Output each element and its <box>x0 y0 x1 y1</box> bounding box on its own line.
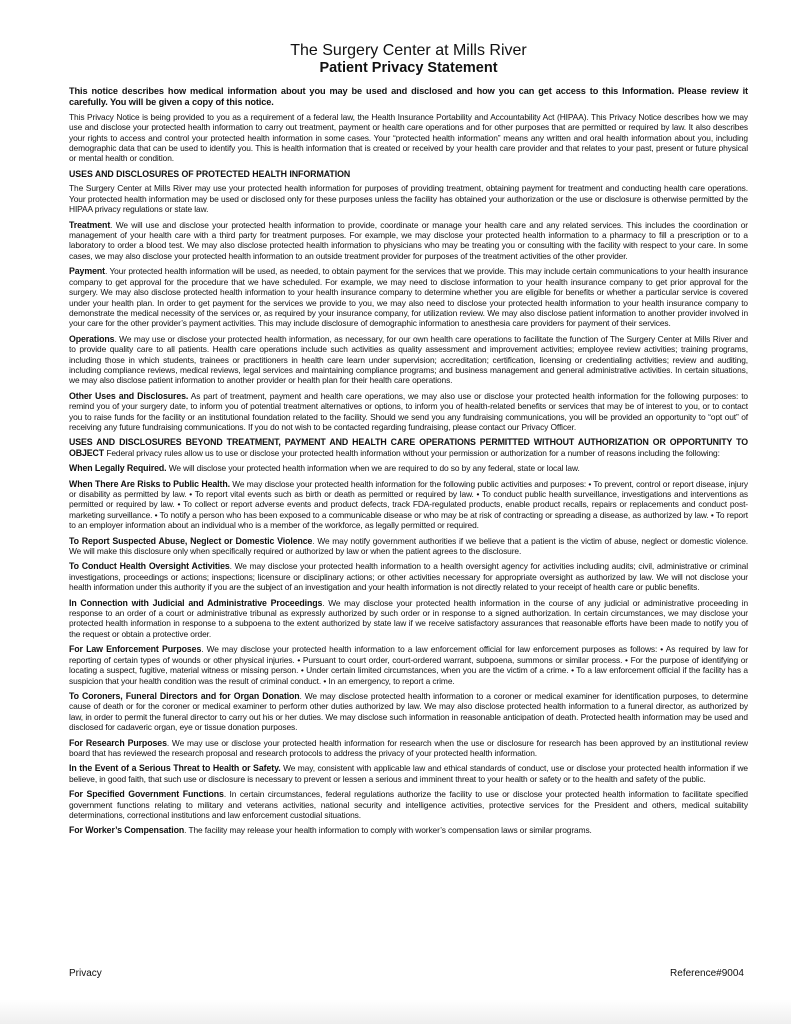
law-enforcement-paragraph <box>69 644 748 686</box>
law-enforcement-label: For Law Enforcement Purposes <box>69 644 202 655</box>
treatment-paragraph <box>69 220 748 262</box>
coroners-paragraph <box>69 691 748 733</box>
workers-comp-text: . The facility may release your health information to comply with worker’s compensation laws or similar programs. <box>184 825 592 836</box>
legally-required-paragraph <box>69 463 748 473</box>
oversight-label: To Conduct Health Oversight Activities <box>69 561 230 572</box>
threat-label: In the Event of a Serious Threat to Health or Safety. <box>69 763 281 774</box>
section-heading-beyond: USES AND DISCLOSURES BEYOND TREATMENT, PAYMENT AND HEALTH CARE OPERATIONS PERMITTED WITHOUT AUTHORIZATION OR OPPORTUNITY TO OBJECT <box>69 437 748 458</box>
coroners-text: . We may disclose protected health information to a coroner or medical examiner for identification purposes, to determine cause of death or for the coroner or medical examiner to perform other duties authorized by law. We may also disclose protected health information to a funeral director, as authorized by law, in order to permit the funeral director to carry out his or her duties. We may disclose such information in reasonable anticipation of death. Protected health information may be used and disclosed for cadaveric organ, eye or tissue donation purposes. <box>69 690 748 733</box>
threat-paragraph <box>69 763 748 784</box>
judicial-paragraph <box>69 598 748 640</box>
research-text: . We may use or disclose your protected health information for research when the use or disclosure for research has been approved by an institutional review board that has reviewed the research proposal and research protocols to address the privacy of your protected health information. <box>69 737 748 758</box>
other-uses-text: As part of treatment, payment and health care operations, we may also use or disclose your protected health information for the following purposes: to remind you of your surgery date, to inform you of potential treatment alternatives or options, to inform you of health-related benefits or services that may be of interest to you, or to contact you to raise funds for the facility or an institutional foundation related to the facility. Should we send you any fundraising communications, you will be provided an opportunity to “opt out” of receiving any future fundraising communications. If you do not wish to be contacted regarding fundraising, please contact our Privacy Officer. <box>69 390 748 432</box>
treatment-text: . We will use and disclose your protected health information to provide, coordinate or manage your health care and any related services. This includes the coordination or management of your health care with a third party for treatment purposes. For example, we may disclose your protected health information to a pharmacy to fill a prescription or to a laboratory to order a blood test. We may also disclose protected health information to physicians who may be treating you or consulting with the facility with respect to your care. In some cases, we may also disclose your protected health information to an outside treatment provider for purposes of the treatment activities of the other provider. <box>69 219 748 261</box>
research-paragraph <box>69 738 748 759</box>
beyond-tpo-paragraph <box>69 437 748 458</box>
legally-required-label: When Legally Required. <box>69 463 167 474</box>
payment-label: Payment <box>69 266 105 277</box>
public-health-paragraph <box>69 479 748 531</box>
payment-paragraph <box>69 266 748 328</box>
uses-paragraph: The Surgery Center at Mills River may use your protected health information for purposes of providing treatment, obtaining payment for treatment and conducting health care operations. Your protected health information may be used or disclosed only for these purposes unless the facility has obtained your authorization or the use or disclosure is otherwise permitted by the HIPAA privacy regulations or state law. <box>69 183 748 215</box>
operations-paragraph <box>69 334 748 386</box>
payment-text: . Your protected health information will be used, as needed, to obtain payment for the services that we provide. This may include certain communications to your health insurance company to get approval for the procedure that we have scheduled. For example, we may need to disclose information to your health insurance company to get prior approval for the surgery. We may also disclose protected health information to your health insurance company to determine whether you are eligible for benefits or whether a particular service is covered under your health plan. In order to get payment for the services we provide to you, we may also need to disclose your protected health information to your health insurance company to demonstrate the medical necessity of the services or, as required by your insurance company, for utilization review. We may also disclose patient information to another provider involved in your care for the other provider’s payment activities. This may include disclosure of demographic information to anesthesia care providers for payment of their services. <box>69 266 748 329</box>
page-bottom-shadow <box>0 1000 791 1024</box>
workers-comp-label: For Worker’s Compensation <box>69 825 185 836</box>
other-uses-label: Other Uses and Disclosures. <box>69 390 189 401</box>
section-heading-uses: USES AND DISCLOSURES OF PROTECTED HEALTH INFORMATION <box>69 168 351 179</box>
document-title: The Surgery Center at Mills River <box>290 42 527 59</box>
document-subtitle: Patient Privacy Statement <box>319 60 498 76</box>
coroners-label: To Coroners, Funeral Directors and for Organ Donation <box>69 690 300 701</box>
threat-text: We may, consistent with applicable law and ethical standards of conduct, use or disclose your protected health information if we believe, in good faith, that such use or disclosure is necessary to prevent or lessen a serious and imminent threat to your health or safety or to the health and safety of the public. <box>69 763 748 784</box>
law-enforcement-text: . We may disclose your protected health information to a law enforcement official for law enforcement purposes as follows: • As required by law for reporting of certain types of wounds or other physical injuries. • Pursuant to court order, court-ordered warrant, subpoena, summons or similar process. • For the purpose of identifying or locating a suspect, fugitive, material witness or missing person. • Under certain limited circumstances, when you are the victim of a crime. • To a law enforcement official if the facility has a suspicion that your health condition was the result of criminal conduct. • In an emergency, to report a crime. <box>69 644 749 686</box>
judicial-label: In Connection with Judicial and Administrative Proceedings <box>69 597 323 608</box>
intro-notice: This notice describes how medical information about you may be used and disclosed and how you can get access to this Information. Please review it carefully. You will be given a copy of this notice. <box>69 86 748 108</box>
footer-left-label: Privacy <box>69 968 102 979</box>
public-health-label: When There Are Risks to Public Health. <box>69 478 230 489</box>
beyond-tpo-text: Federal privacy rules allow us to use or disclose your protected health information without your permission or authorization for a number of reasons including the following: <box>104 447 720 458</box>
footer-reference-number: Reference#9004 <box>670 968 744 979</box>
operations-label: Operations <box>69 333 115 344</box>
legally-required-text: We will disclose your protected health information when we are required to do so by any federal, state or local law. <box>166 463 580 474</box>
research-label: For Research Purposes <box>69 737 167 748</box>
abuse-label: To Report Suspected Abuse, Neglect or Domestic Violence <box>69 535 313 546</box>
public-health-text: We may disclose your protected health information for the following public activities and purposes: • To prevent, control or report disease, injury or disability as permitted by law. • To report vital events such as birth or death as permitted or required by law. • To conduct public health surveillance, investigations and interventions as permitted or required by law. • To collect or report adverse events and product defects, track FDA-regulated products, enable product recalls, repairs or replacements and conduct post-marketing surveillance. • To notify a person who has been exposed to a communicable disease or who may be at risk of contracting or spreading a disease, as authorized by law. • To report to an employer information about an individual who is a member of the workforce, as legally permitted or required. <box>69 478 748 531</box>
workers-comp-paragraph <box>69 825 748 835</box>
other-uses-paragraph <box>69 391 748 433</box>
intro-paragraph: This Privacy Notice is being provided to you as a requirement of a federal law, the Health Insurance Portability and Accountability Act (HIPAA). This Privacy Notice describes how we may use and disclose your protected health information to carry out treatment, payment or health care operations and for other purposes that are permitted or required by law. It also describes your rights to access and control your protected health information in some cases. Your “protected health information” means any written and oral health information about you, including demographic data that can be used to identify you. This is health information that is created or received by your health care provider and that relates to your past, present or future physical or mental health or condition. <box>69 111 748 164</box>
page-footer <box>69 968 744 979</box>
oversight-paragraph <box>69 561 748 592</box>
operations-text: . We may use or disclose your protected health information, as necessary, for our own health care operations to facilitate the function of The Surgery Center at Mills River and to provide quality care to all patients. Health care operations include such activities as quality assessment and improvement activities; employee review activities; training programs, including those in which students, trainees or practitioners in health care learn under supervision; accreditation; certification, licensing or credentialing activities; review and auditing, including compliance reviews, medical reviews, legal services and maintaining compliance programs; and business management and general administrative activities. In certain situations, we may also disclose patient information to another provider or health plan for their health care operations. <box>69 333 748 386</box>
oversight-text: . We may disclose your protected health information to a health oversight agency for activities including audits; civil, administrative or criminal investigations, proceedings or actions; inspections; licensure or disciplinary actions; or other activities necessary for appropriate oversight as authorized by law. We will not disclose your health information under this authority if you are the subject of an investigation and your health information is not directly related to your receipt of health care or public benefits. <box>69 561 748 593</box>
government-paragraph <box>69 789 748 820</box>
judicial-text: . We may disclose your protected health information in the course of any judicial or administrative proceeding in response to an order of a court or administrative tribunal as expressly authorized by such order or in response to a signed authorization. In certain circumstances, we may disclose your protected health information in response to a subpoena to the extent authorized by state law if we receive satisfactory assurances that reasonable efforts have been made to notify you of the request or obtain a protective order. <box>69 597 749 639</box>
treatment-label: Treatment <box>69 219 111 230</box>
abuse-text: . We may notify government authorities if we believe that a patient is the victim of abuse, neglect or domestic violence. We will make this disclosure only when specifically required or authorized by law or when the patient agrees to the disclosure. <box>69 535 749 557</box>
abuse-paragraph <box>69 536 748 557</box>
government-label: For Specified Government Functions <box>69 789 224 800</box>
government-text: . In certain circumstances, federal regulations authorize the facility to use or disclose your protected health information to facilitate specified government functions relating to military and veterans activities, national security and intelligence activities, protective services for the President and others, medical suitability determinations, correctional institutions and law enforcement custodial situations. <box>69 789 748 820</box>
